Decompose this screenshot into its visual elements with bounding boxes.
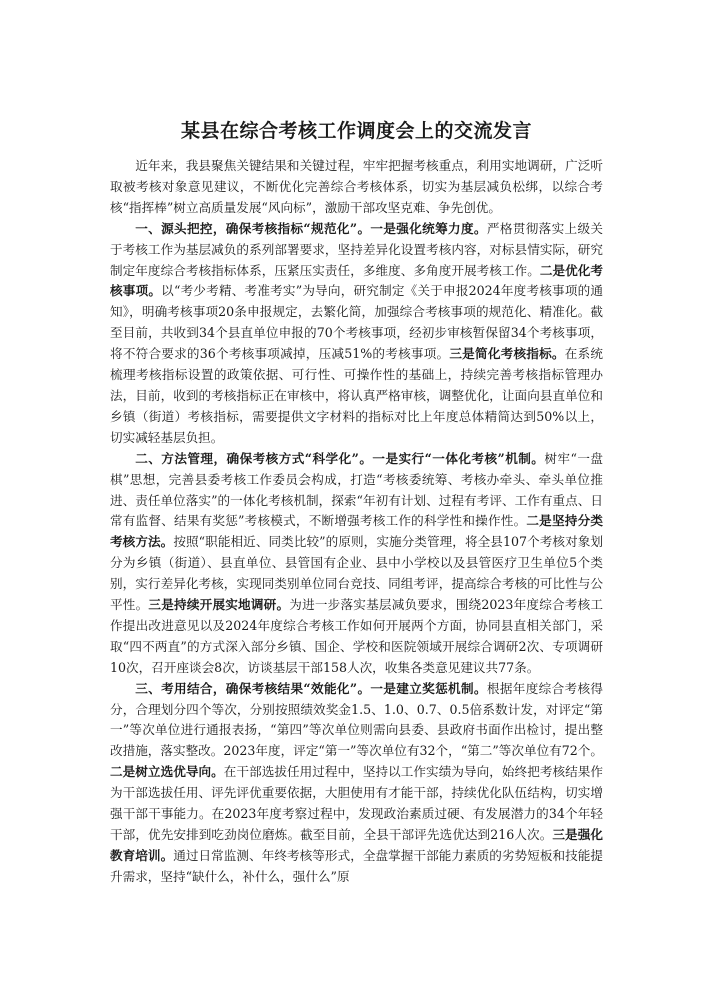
section-3-paragraph [110,679,603,888]
document-page [110,118,603,888]
section-1-point-2-title: 二是优化考核事项。 [110,262,604,299]
section-1-point-2-text: 以“考少考精、考准考实”为导向，研究制定《关于申报2024年度考核事项的通知》，明确考核事项20条申报规定，去繁化简，加强综合考核事项的规范化、精准化。截至目前，共收到34个县直单位申报的70个考核事项，经初步审核暂保留34个考核事项，将不符合要求的36个考核事项减掉，压减51%的考核事项。 [110,283,603,362]
section-1-heading: 一、源头把控，确保考核指标“规范化”。 [135,220,371,236]
section-3-point-2-title: 二是树立选优导向。 [110,764,224,780]
section-2-point-3-title: 三是持续开展实地调研。 [148,597,290,613]
section-1-point-3-text: 在系统梳理考核指标设置的政策依据、可行性、可操作性的基础上，持续完善考核指标管理办法，目前，收到的考核指标正在审核中，将认真严格审核，调整优化，让面向县直单位和乡镇（街道）考核指标，需要提供文字材料的指标对比上年度总体精简达到50%以上，切实减轻基层负担。 [110,346,603,445]
section-1-point-3-title: 三是简化考核指标。 [449,346,565,362]
section-2-point-1-text: 树牢“一盘棋”思想，完善县委考核工作委员会构成，打造“考核委统筹、考核办牵头、牵头单位推进、责任单位落实”的一体化考核机制，探索“年初有计划、过程有考评、工作有重点、日常有监督、结果有奖惩”考核模式，不断增强考核工作的科学性和操作性。 [110,450,603,529]
section-2-point-2-title: 二是坚持分类考核方法。 [110,513,603,550]
section-3-heading: 三、考用结合，确保考核结果“效能化”。 [135,680,371,696]
section-3-point-1-title: 一是建立奖惩机制。 [370,680,487,696]
section-2-point-2-text: 按照“职能相近、同类比较”的原则，实施分类管理，将全县107个考核对象划分为乡镇（街道）、县直单位、县管国有企业、县中小学校以及县管医疗卫生单位5个类别，实行差异化考核，实现同类别单位同台竞技、同组考评，提高综合考核的可比性与公平性。 [110,534,603,613]
section-1-point-1-title: 一是强化统筹力度。 [370,220,487,236]
section-1-paragraph [110,219,603,449]
section-1-point-1-text: 严格贯彻落实上级关于考核工作为基层减负的系列部署要求，坚持差异化设置考核内容，对标县情实际，研究制定年度综合考核指标体系，压紧压实责任，多维度、多角度开展考核工作。 [110,220,604,278]
section-3-point-1-text: 根据年度综合考核得分，合理划分四个等次，分别按照绩效奖金1.5、1.0、0.7、0.5倍系数计发，对评定“第一”等次单位进行通报表扬，“第四”等次单位则需向县委、县政府书面作出检讨，提出整改措施，落实整改。2023年度，评定“第一”等次单位有32个，“第二”等次单位有72个。 [110,680,604,759]
section-2-point-1-title: 一是实行“一体化考核”机制。 [372,450,545,466]
intro-paragraph: 近年来，我县聚焦关键结果和关键过程，牢牢把握考核重点，利用实地调研，广泛听取被考核对象意见建议，不断优化完善综合考核体系，切实为基层减负松绑，以综合考核“指挥棒”树立高质量发展“风向标”，激励干部攻坚克难、争先创优。 [110,158,603,215]
section-2-point-3-text: 为进一步落实基层减负要求，围绕2023年度综合考核工作提出改进意见以及2024年度综合考核工作如何开展两个方面，协同县直相关部门，采取“四不两直”的方式深入部分乡镇、国企、学校和医院领域开展综合调研2次、专项调研10次，召开座谈会8次，访谈基层干部158人次，收集各类意见建议共77条。 [110,597,603,675]
section-3-point-2-text: 在干部选拔任用过程中，坚持以工作实绩为导向，始终把考核结果作为干部选拔任用、评先评优重要依据，大胆使用有才能干部，持续优化队伍结构，切实增强干部干事能力。在2023年度考察过程中，发现政治素质过硬、有发展潜力的34个年轻干部，优先安排到吃劲岗位磨炼。截至目前，全县干部评先选优达到216人次。 [110,764,604,842]
section-2-heading: 二、方法管理，确保考核方式“科学化”。 [135,450,373,466]
document-title: 某县在综合考核工作调度会上的交流发言 [180,120,532,142]
section-3-point-3-text: 通过日常监测、年终考核等形式，全盘掌握干部能力素质的劣势短板和技能提升需求，坚持“缺什么，补什么，强什么”原 [110,847,604,884]
section-2-paragraph [110,449,603,679]
section-3-point-3-title: 三是强化教育培训。 [110,827,603,863]
